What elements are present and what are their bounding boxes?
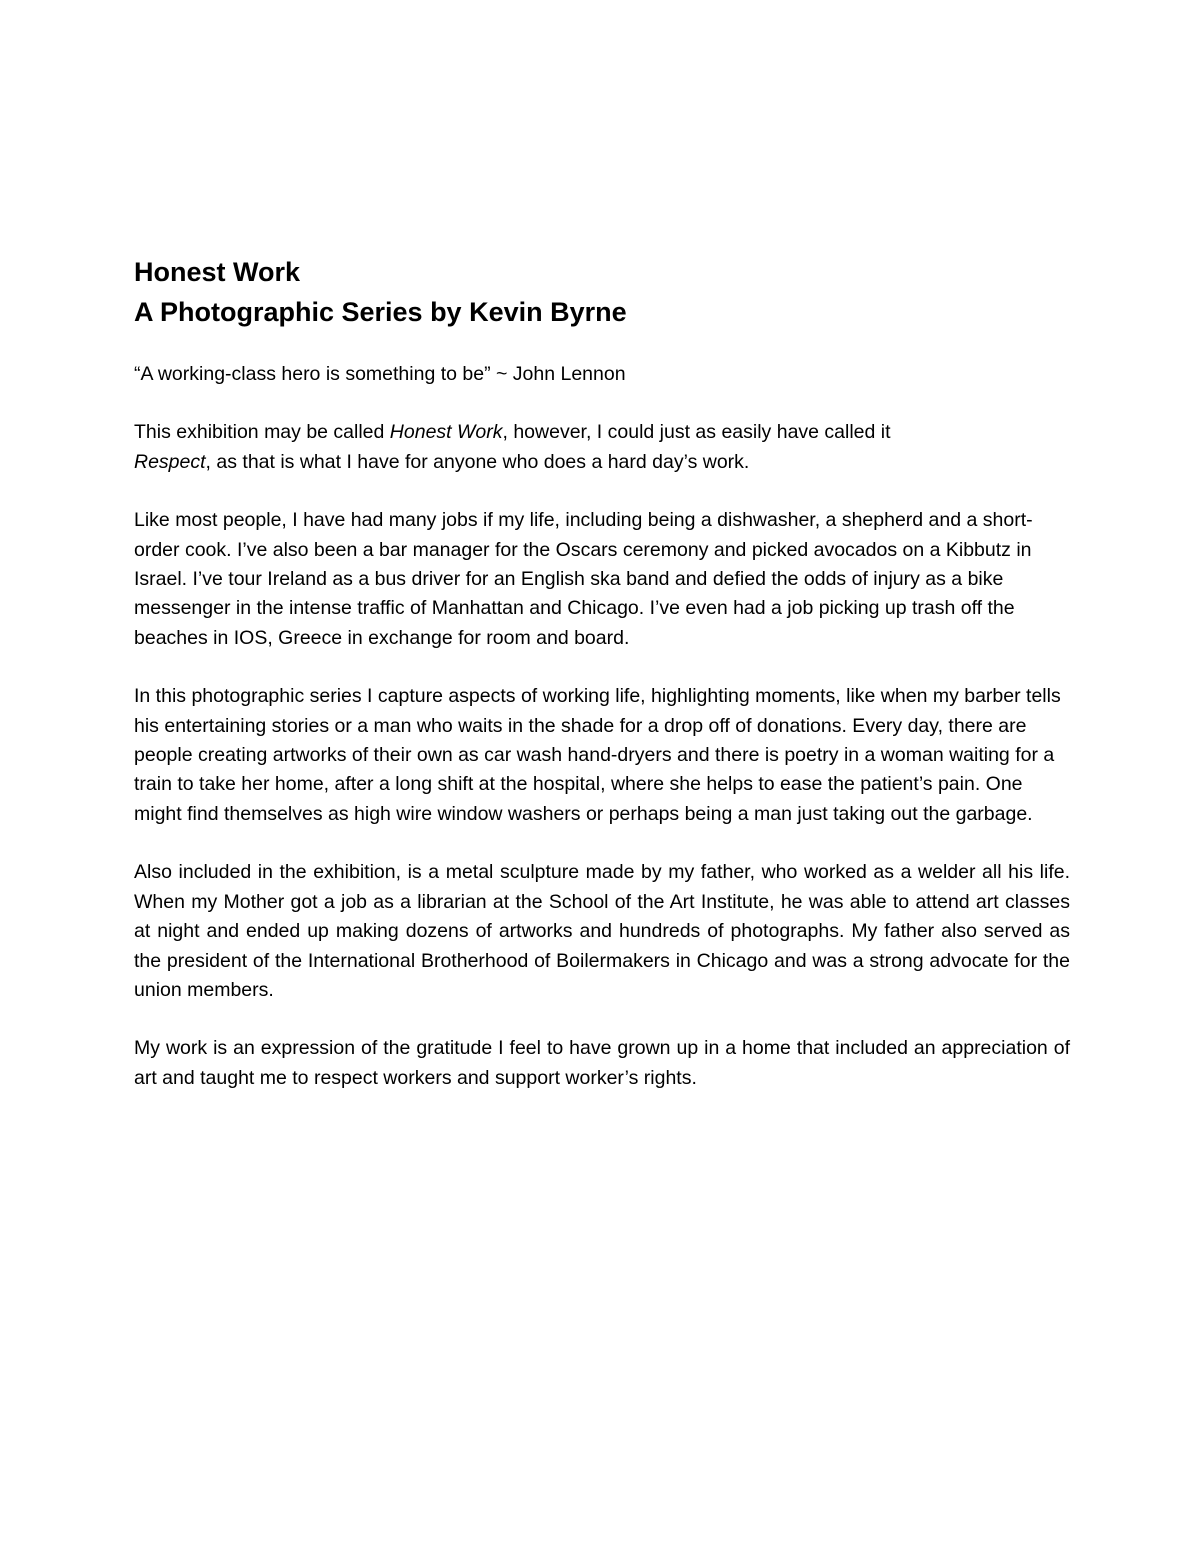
body-paragraph-father: Also included in the exhibition, is a metal sculpture made by my father, who worked as a welder all his life. When my Mother got a job as a librarian at the School of the Art Institute, he was able to attend art classes at night and ended up making dozens of artworks and hundreds of photographs. My father also served as the president of the International Brotherhood of Boilermakers in Chicago and was a strong advocate for the union members. (134, 861, 1070, 1001)
intro-text-3: , as that is what I have for anyone who does a hard day’s work. (205, 450, 750, 473)
document-body (134, 252, 1070, 1093)
intro-italic-honest-work: Honest Work (389, 421, 503, 444)
intro-text-1: This exhibition may be called (134, 421, 390, 444)
document-title: Honest Work (134, 257, 301, 287)
body-paragraph-series: In this photographic series I capture aspects of working life, highlighting moments, like when my barber tells his entertaining stories or a man who waits in the shade for a drop off of donations. Every day, there are people creating artworks of their own as car wash hand-dryers and there is poetry in a woman waiting for a train to take her home, after a long shift at the hospital, where she helps to ease the patient’s pain. One might find themselves as high wire window washers or perhaps being a man just taking out the garbage. (134, 685, 1061, 825)
intro-text-2: , however, I could just as easily have called it (502, 421, 891, 444)
body-paragraph-gratitude: My work is an expression of the gratitude I feel to have grown up in a home that included an appreciation of art and taught me to respect workers and support worker’s rights. (134, 1037, 1070, 1089)
epigraph-quote: “A working-class hero is something to be” ~ John Lennon (134, 363, 626, 385)
intro-paragraph (134, 418, 914, 477)
intro-italic-respect: Respect (134, 450, 206, 473)
document-subtitle: A Photographic Series by Kevin Byrne (134, 297, 627, 327)
body-paragraph-jobs: Like most people, I have had many jobs if my life, including being a dishwasher, a shepherd and a short-order cook. I’ve also been a bar manager for the Oscars ceremony and picked avocados on a Kibbutz in Israel. I’ve tour Ireland as a bus driver for an English ska band and defied the odds of injury as a bike messenger in the intense traffic of Manhattan and Chicago. I’ve even had a job picking up trash off the beaches in IOS, Greece in exchange for room and board. (134, 509, 1033, 649)
